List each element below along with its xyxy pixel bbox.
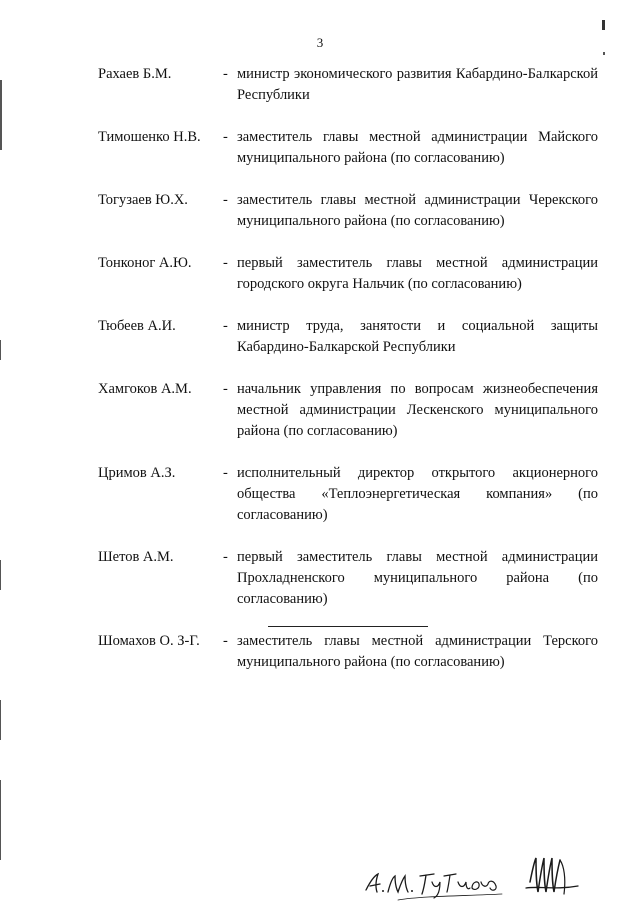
member-position: министр экономического развития Кабардино-Балкарской Республики <box>237 66 598 103</box>
member-name: Тонконог А.Ю. <box>98 255 192 271</box>
list-item <box>98 316 598 358</box>
member-position: заместитель главы местной администрации Терского муниципального района (по согласованию) <box>237 633 598 670</box>
page-number: 3 <box>316 35 324 50</box>
member-position: первый заместитель главы местной администрации Прохладненского муниципального района (по согласованию) <box>237 549 598 607</box>
member-name: Тюбеев А.И. <box>98 318 176 334</box>
member-list <box>98 64 598 694</box>
member-name: Шомахов О. З-Г. <box>98 633 200 649</box>
list-item <box>98 547 598 610</box>
dash-separator: - <box>223 66 228 82</box>
dash-separator: - <box>223 318 228 334</box>
list-item <box>98 127 598 169</box>
scan-edge-mark <box>0 700 1 740</box>
member-position: заместитель главы местной администрации Черекского муниципального района (по согласованию) <box>237 192 598 229</box>
member-position: первый заместитель главы местной администрации городского округа Нальчик (по согласованию) <box>237 255 598 292</box>
member-position: заместитель главы местной администрации Майского муниципального района (по согласованию) <box>237 129 598 166</box>
list-item <box>98 631 598 673</box>
list-item <box>98 190 598 232</box>
list-item <box>98 64 598 106</box>
member-position: начальник управления по вопросам жизнеобеспечения местной администрации Лескенского муниципального района (по согласованию) <box>237 381 598 439</box>
scan-edge-mark <box>0 560 1 590</box>
member-name: Цримов А.З. <box>98 465 176 481</box>
member-name: Хамгоков А.М. <box>98 381 192 397</box>
corner-scan-mark <box>600 12 608 62</box>
dash-separator: - <box>223 549 228 565</box>
dash-separator: - <box>223 255 228 271</box>
scan-edge-mark <box>0 780 1 860</box>
member-name: Тимошенко Н.В. <box>98 129 201 145</box>
list-item <box>98 253 598 295</box>
list-item <box>98 463 598 526</box>
member-name: Тогузаев Ю.Х. <box>98 192 188 208</box>
scan-edge-mark <box>0 80 2 150</box>
member-name: Шетов А.М. <box>98 549 174 565</box>
end-of-list-divider <box>268 626 428 627</box>
dash-separator: - <box>223 633 228 649</box>
member-position: исполнительный директор открытого акционерного общества «Теплоэнергетическая компания» (по согласованию) <box>237 465 598 523</box>
dash-separator: - <box>223 465 228 481</box>
dash-separator: - <box>223 192 228 208</box>
dash-separator: - <box>223 129 228 145</box>
dash-separator: - <box>223 381 228 397</box>
member-name: Рахаев Б.М. <box>98 66 172 82</box>
list-item <box>98 379 598 442</box>
scan-edge-mark <box>0 340 1 360</box>
handwritten-signature <box>362 862 512 902</box>
member-position: министр труда, занятости и социальной защиты Кабардино-Балкарской Республики <box>237 318 598 355</box>
signature-mark <box>522 852 582 902</box>
